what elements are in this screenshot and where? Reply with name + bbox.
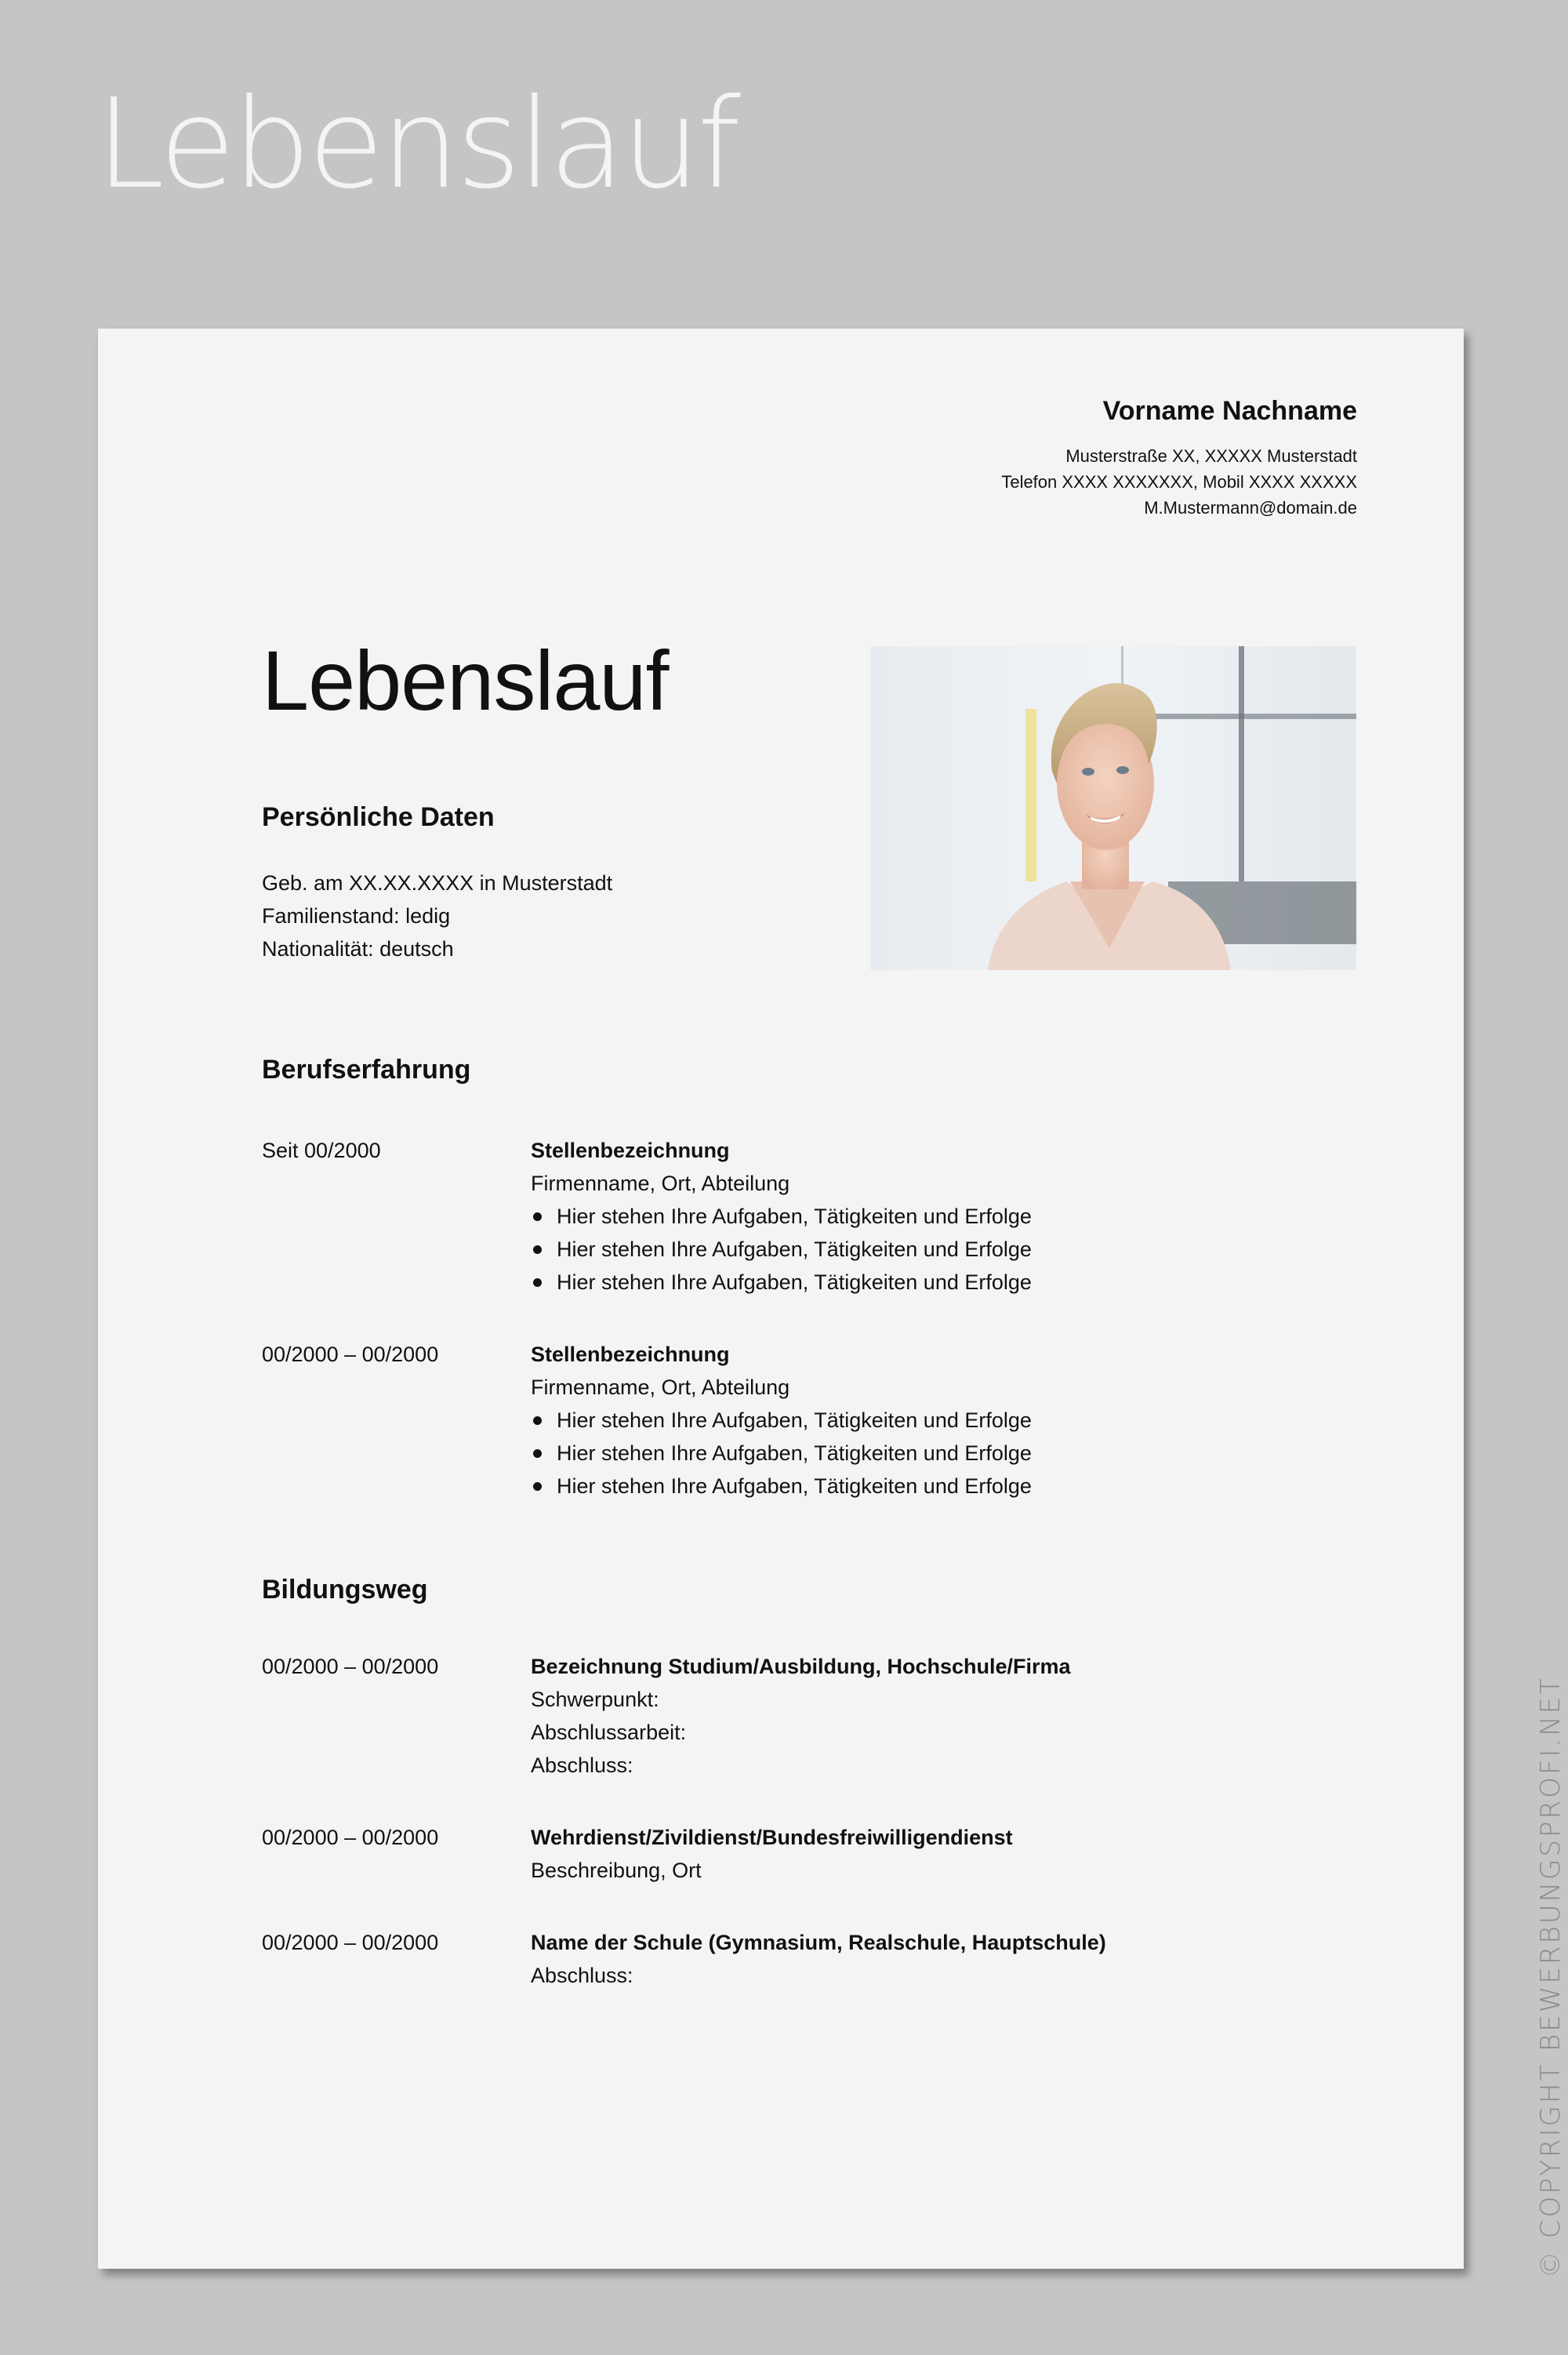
experience-entry [262, 1338, 1359, 1503]
experience-entry [262, 1134, 1359, 1299]
contact-address: Musterstraße XX, XXXXX Musterstadt [1065, 445, 1357, 466]
entry-date: 00/2000 – 00/2000 [262, 1655, 439, 1678]
portrait-image-icon [870, 646, 1356, 970]
copyright-watermark: © COPYRIGHT BEWERBUNGSPROFI.NET [1535, 1676, 1566, 2278]
personal-birth: Geb. am XX.XX.XXXX in Musterstadt [262, 871, 613, 895]
entry-title: Wehrdienst/Zivildienst/Bundesfreiwilligendienst [531, 1826, 1013, 1849]
heading-education: Bildungsweg [262, 1575, 428, 1605]
contact-phone: Telefon XXXX XXXXXXX, Mobil XXXX XXXXX [1001, 471, 1357, 492]
entry-subtitle: Firmenname, Ort, Abteilung [531, 1172, 790, 1195]
entry-title: Stellenbezeichnung [531, 1139, 730, 1162]
entry-line: Schwerpunkt: [531, 1688, 659, 1711]
contact-block [1001, 395, 1357, 521]
personal-marital-status: Familienstand: ledig [262, 904, 451, 928]
entry-title: Name der Schule (Gymnasium, Realschule, Hauptschule) [531, 1931, 1106, 1954]
entry-date: 00/2000 – 00/2000 [262, 1931, 439, 1954]
entry-date: 00/2000 – 00/2000 [262, 1343, 439, 1366]
entry-line: Beschreibung, Ort [531, 1859, 702, 1882]
entry-title: Stellenbezeichnung [531, 1343, 730, 1366]
heading-experience: Berufserfahrung [262, 1055, 471, 1085]
contact-name: Vorname Nachname [1102, 396, 1357, 426]
resume-page [98, 329, 1464, 2269]
entry-bullet: Hier stehen Ihre Aufgaben, Tätigkeiten und Erfolge [531, 1200, 1359, 1233]
portrait-photo [870, 646, 1356, 970]
entry-line: Abschluss: [531, 1754, 633, 1777]
personal-nationality: Nationalität: deutsch [262, 937, 454, 961]
education-entry [262, 1926, 1359, 1992]
education-entry [262, 1821, 1359, 1887]
entry-line: Abschluss: [531, 1964, 633, 1987]
banner-title: Lebenslauf [96, 72, 738, 216]
document-title: Lebenslauf [262, 633, 669, 728]
entry-subtitle: Firmenname, Ort, Abteilung [531, 1376, 790, 1399]
contact-email: M.Mustermann@domain.de [1144, 497, 1357, 518]
entry-date: Seit 00/2000 [262, 1139, 381, 1162]
entry-bullet: Hier stehen Ihre Aufgaben, Tätigkeiten und Erfolge [531, 1470, 1359, 1503]
heading-personal-data: Persönliche Daten [262, 802, 495, 832]
education-entry [262, 1650, 1359, 1782]
entry-bullet: Hier stehen Ihre Aufgaben, Tätigkeiten und Erfolge [531, 1233, 1359, 1266]
entry-bullet: Hier stehen Ihre Aufgaben, Tätigkeiten und Erfolge [531, 1404, 1359, 1437]
entry-bullet: Hier stehen Ihre Aufgaben, Tätigkeiten und Erfolge [531, 1266, 1359, 1299]
entry-line: Abschlussarbeit: [531, 1721, 687, 1744]
entry-date: 00/2000 – 00/2000 [262, 1826, 439, 1849]
entry-title: Bezeichnung Studium/Ausbildung, Hochschule/Firma [531, 1655, 1071, 1678]
personal-data-list [262, 867, 612, 965]
entry-bullet: Hier stehen Ihre Aufgaben, Tätigkeiten und Erfolge [531, 1437, 1359, 1470]
